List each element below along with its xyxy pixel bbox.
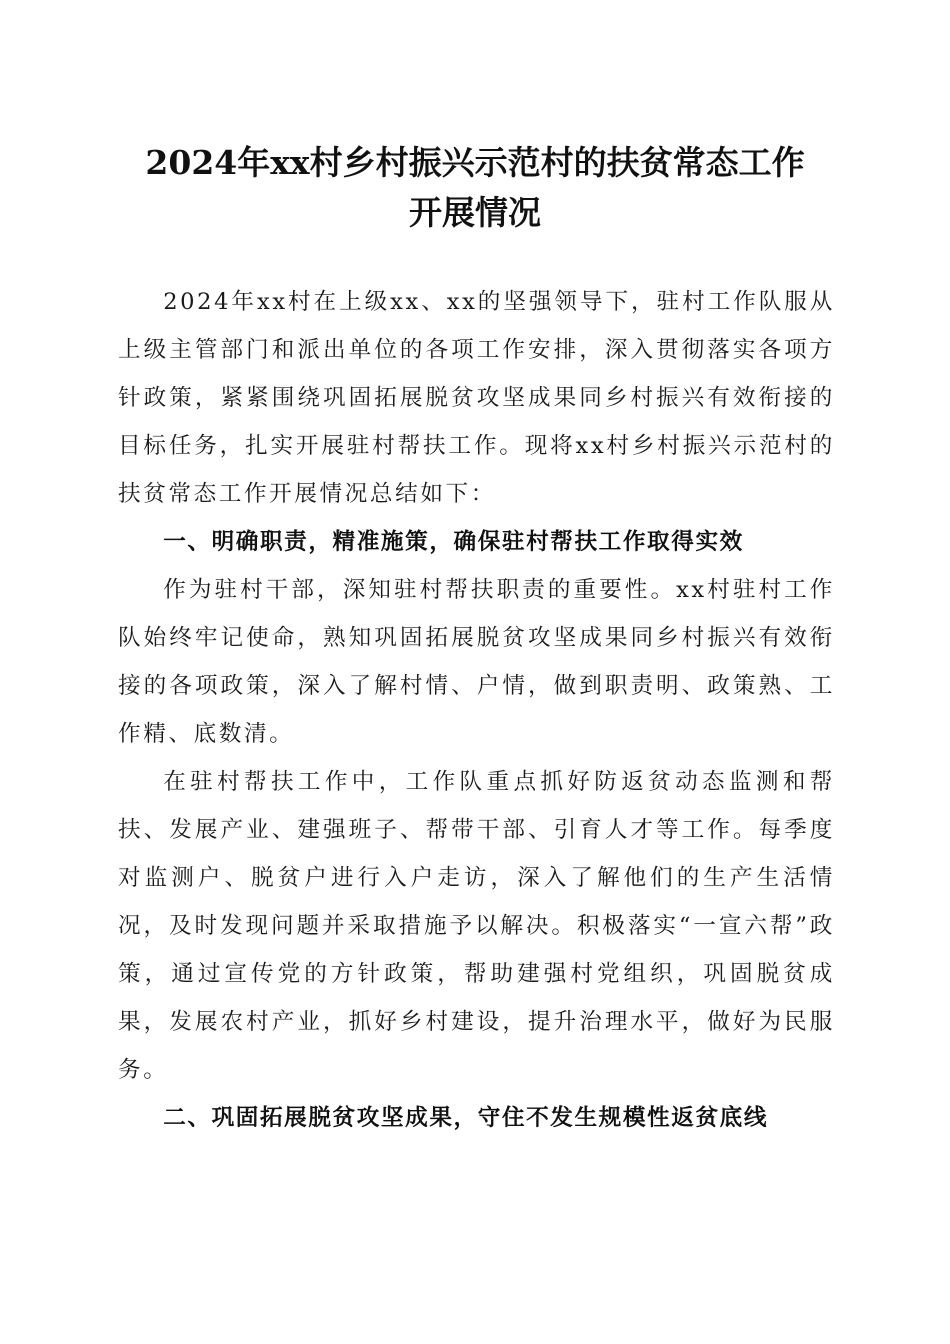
document-title (100, 138, 850, 238)
section-1-paragraph-2: 在驻村帮扶工作中，工作队重点抓好防返贫动态监测和帮扶、发展产业、建强班子、帮带干部、引育人才等工作。每季度对监测户、脱贫户进行入户走访，深入了解他们的生产生活情况，及时发现问题并采取措施予以解决。积极落实“一宣六帮”政策，通过宣传党的方针政策，帮助建强村党组织，巩固脱贫成果，发展农村产业，抓好乡村建设，提升治理水平，做好为民服务。 (118, 769, 835, 1083)
title-line-1: 2024年xx村乡村振兴示范村的扶贫常态工作 (145, 143, 805, 182)
section-2-heading: 二、巩固拓展脱贫攻坚成果，守住不发生规模性返贫底线 (163, 1105, 769, 1131)
section-1-paragraph-1: 作为驻村干部，深知驻村帮扶职责的重要性。xx村驻村工作队始终牢记使命，熟知巩固拓展脱贫攻坚成果同乡村振兴有效衔接的各项政策，深入了解村情、户情，做到职责明、政策熟、工作精、底数清。 (118, 577, 835, 747)
title-line-2: 开展情况 (409, 193, 541, 232)
intro-paragraph: 2024年xx村在上级xx、xx的坚强领导下，驻村工作队服从上级主管部门和派出单位的各项工作安排，深入贯彻落实各项方针政策，紧紧围绕巩固拓展脱贫攻坚成果同乡村振兴有效衔接的目标任务，扎实开展驻村帮扶工作。现将xx村乡村振兴示范村的扶贫常态工作开展情况总结如下： (118, 289, 835, 507)
document-body (118, 278, 835, 1142)
section-1-heading: 一、明确职责，精准施策，确保驻村帮扶工作取得实效 (163, 529, 744, 555)
